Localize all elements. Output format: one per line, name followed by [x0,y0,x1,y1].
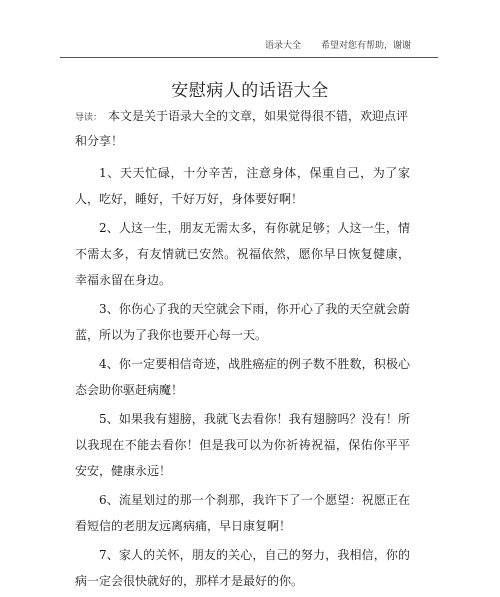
header-left-text: 语录大全 [265,41,302,51]
paragraph-1: 1、天天忙碌，十分辛苦，注意身体，保重自己，为了家人，吃好，睡好，千好万好，身体要好啊！ [75,166,410,206]
paragraph-7: 7、家人的关怀，朋友的关心，自己的努力，我相信，你的病一定会很快就好的，那样才是最好的你。 [75,548,410,588]
header-right-text: 希望对您有帮助，谢谢 [321,41,412,51]
document-title: 安慰病人的话语大全 [171,81,329,101]
page-header [265,38,411,51]
header-divider [60,57,438,58]
paragraph-6: 6、流星划过的那一个刹那，我许下了一个愿望：祝愿正在看短信的老朋友远离病痛，早日康复啊！ [75,493,410,533]
intro-text: 本文是关于语录大全的文章，如果觉得很不错，欢迎点评和分享！ [75,109,409,148]
document-body [75,105,410,597]
paragraph-4: 4、你一定要相信奇迹，战胜癌症的例子数不胜数，积极心态会助你驱赶病魔！ [75,357,410,397]
intro-paragraph [75,105,410,153]
intro-tag: 导读： [75,113,103,123]
paragraph-3: 3、你伤心了我的天空就会下雨，你开心了我的天空就会蔚蓝，所以为了我你也要开心每一天。 [75,302,410,342]
paragraph-2: 2、人这一生，朋友无需太多，有你就足够；人这一生，情不需太多，有友情就已安然。祝福依然，愿你早日恢复健康，幸福永留在身边。 [75,221,410,287]
paragraph-5: 5、如果我有翅膀，我就飞去看你！我有翅膀吗？没有！所以我现在不能去看你！但是我可以为你祈祷祝福，保佑你平平安安，健康永远！ [75,412,410,478]
